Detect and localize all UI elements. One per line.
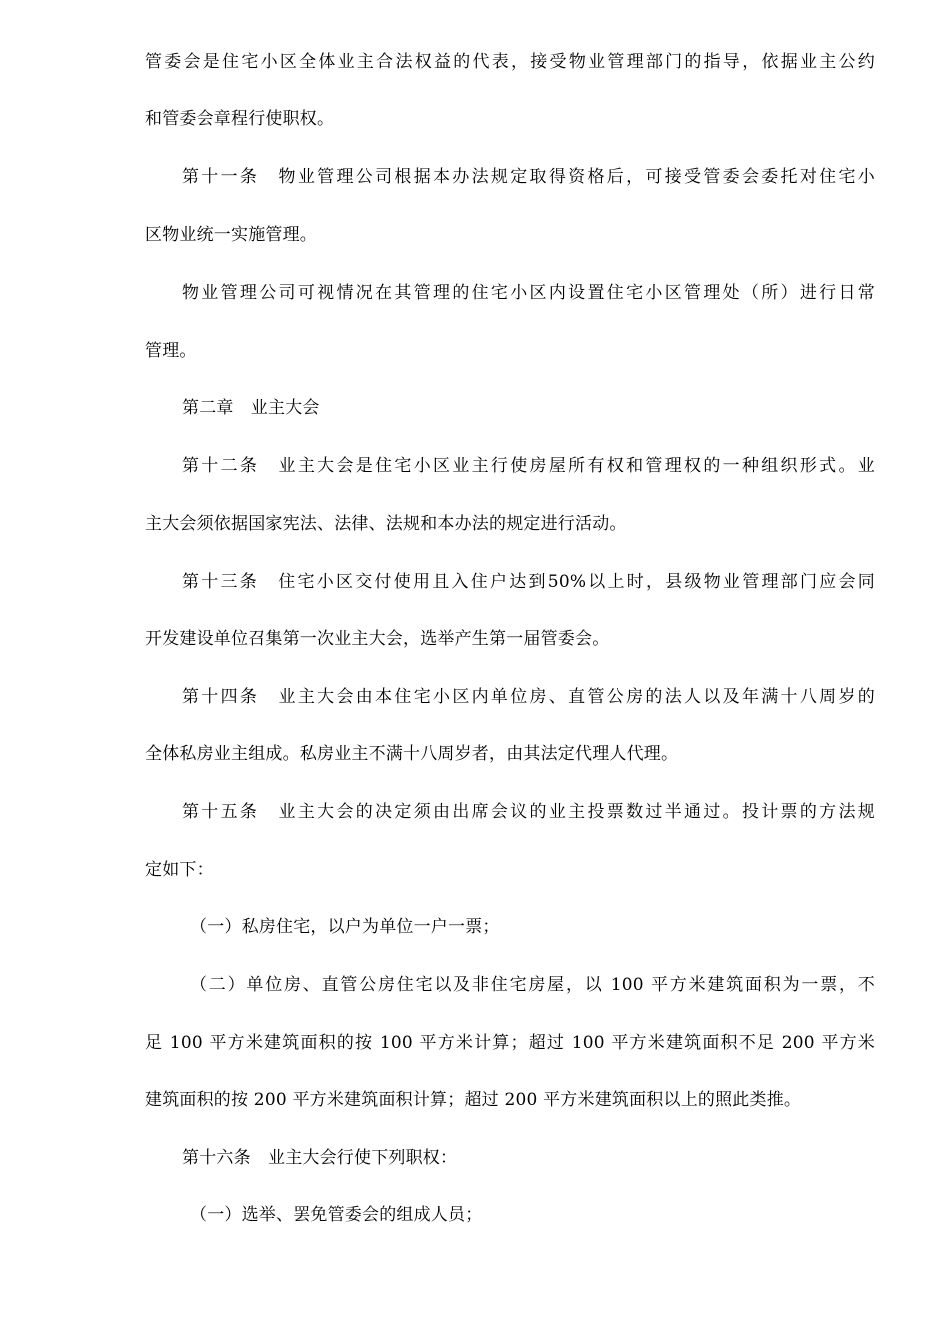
article-16-heading-line: 第十六条 业主大会行使下列职权：: [182, 1148, 458, 1168]
text-line: 管理。: [145, 341, 197, 361]
text-line: 管委会是住宅小区全体业主合法权益的代表，接受物业管理部门的指导，依据业主公约: [145, 52, 875, 72]
article-15-heading-line: 第十五条 业主大会的决定须由出席会议的业主投票数过半通过。投计票的方法规: [182, 802, 875, 822]
text-line: 开发建设单位召集第一次业主大会，选举产生第一届管委会。: [145, 629, 610, 649]
chapter-title: 第二章 业主大会: [182, 398, 320, 418]
article-11-heading-line: 第十一条 物业管理公司根据本办法规定取得资格后，可接受管委会委托对住宅小: [182, 167, 875, 187]
list-item: （二）单位房、直管公房住宅以及非住宅房屋，以 100 平方米建筑面积为一票，不: [190, 975, 875, 995]
text-line: 建筑面积的按 200 平方米建筑面积计算；超过 200 平方米建筑面积以上的照此类推。: [145, 1090, 802, 1110]
text-line: 全体私房业主组成。私房业主不满十八周岁者，由其法定代理人代理。: [145, 744, 679, 764]
list-item: （一）选举、罢免管委会的组成人员；: [190, 1205, 483, 1225]
article-13-heading-line: 第十三条 住宅小区交付使用且入住户达到50%以上时，县级物业管理部门应会同: [182, 572, 875, 592]
text-line: 定如下：: [145, 860, 214, 880]
article-12-heading-line: 第十二条 业主大会是住宅小区业主行使房屋所有权和管理权的一种组织形式。业: [182, 456, 875, 476]
text-line: 和管委会章程行使职权。: [145, 109, 335, 129]
text-line: 物业管理公司可视情况在其管理的住宅小区内设置住宅小区管理处（所）进行日常: [182, 283, 875, 303]
text-line: 主大会须依据国家宪法、法律、法规和本办法的规定进行活动。: [145, 514, 627, 534]
text-line: 足 100 平方米建筑面积的按 100 平方米计算；超过 100 平方米建筑面积不足 200 平方米: [145, 1033, 875, 1053]
article-14-heading-line: 第十四条 业主大会由本住宅小区内单位房、直管公房的法人以及年满十八周岁的: [182, 687, 875, 707]
text-line: 区物业统一实施管理。: [145, 225, 317, 245]
list-item: （一）私房住宅，以户为单位一户一票；: [190, 917, 500, 937]
